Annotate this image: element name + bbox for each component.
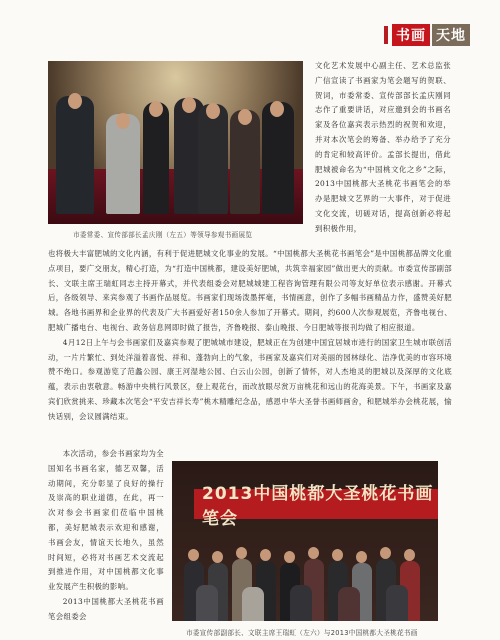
photo-head bbox=[332, 549, 343, 561]
photo-head bbox=[238, 109, 252, 125]
paragraph: 也将极大丰富肥城的文化内涵，有利于促进肥城文化事业的发展。“中国桃都大圣桃花书画笔会”是中国桃都品牌文化重点项目，要广交朋友，精心打造，为“打造中国桃都，建设美好肥城，共筑幸福家园”做出更大的贡献。市委宣传部副部长、文联主席王瑞虹同志主持开幕式，并代表组委会对肥城城建工程咨询管理有限公司等友好单位表示感谢。开幕式后，各级领导、来宾参观了书画作品展览。书画家们现场泼墨挥毫，书情画意，创作了多幅书画精品力作，盛赞美好肥城。各地书画界和企业界的代表及广大书画爱好者150余人参加了开幕式。期间，约600人次参观展览，齐鲁电视台、肥城广播电台、电视台、政务信息网即时做了报告，齐鲁晚报、泰山晚报、今日肥城等报刊均做了相应报道。 bbox=[48, 249, 452, 332]
photo-head bbox=[116, 113, 130, 129]
photo-person bbox=[56, 96, 94, 214]
photo-head bbox=[380, 547, 391, 559]
photo-caption: 市委常委、宣传部部长孟庆刚（左五）等领导参观书画展览 bbox=[73, 231, 253, 239]
article-text-right-column bbox=[315, 59, 451, 237]
photo-head bbox=[206, 103, 220, 119]
photo-head bbox=[212, 551, 223, 563]
paragraph: 文化艺术发展中心副主任、艺术总监张广信宣读了书画家为笔会题写的贺联、贺词，市委常委、宣传部部长孟庆刚同志作了重要讲话，对应邀到会的书画名家及各位嘉宾表示热烈的祝贺和欢迎，并对本次笔会的筹备、举办给予了充分的肯定和较高评价。孟部长提出，借此肥城被命名为“中国桃文化之乡”之际，2013中国桃都大圣桃花书画笔会的举办是肥城文艺界的一大事件，对于促进文化交流，切磋对话，提高创新必将起到积极作用， bbox=[315, 61, 451, 233]
photo-person bbox=[230, 110, 260, 214]
photo-head bbox=[404, 549, 415, 561]
photo-person bbox=[338, 587, 360, 621]
photo-person bbox=[242, 587, 264, 621]
article-text-full-width bbox=[48, 247, 452, 425]
photo-head bbox=[284, 551, 295, 563]
photo-head bbox=[260, 549, 271, 561]
paragraph: 4月12日上午与会书画家们及嘉宾参观了肥城城市建设，肥城正在为创建中国宜居城市进行的国家卫生城市联创活动，一片片繁忙、到处洋溢着喜悦、祥和、蓬勃向上的气象，书画家及嘉宾们对美丽的园林绿化、洁净优美的市容环境赞不绝口。参观游览了范蠡公园、康王河湿地公园、白云山公园，创新了情怀，对人杰地灵的肥城以及深厚的文化底蕴，表示由衷敬意。畅游中央桃行风景区，登上观花台，而改放眼尽赏万亩桃花和远山的花海美景。下午，书画家及嘉宾们欣赏挑来、珍藏本次笔会“平安吉祥长寿”桃木精雕纪念品，感恩中华大圣誉书画师画舍，和肥城举办会桃花展，愉快话别，会议圆满结束。 bbox=[48, 337, 452, 421]
photo-caption: 市委宣传部副部长、文联主席王瑞虹（左六）与2013中国桃都大圣桃花书画 bbox=[186, 629, 418, 637]
photo-head bbox=[182, 97, 196, 113]
photo-head bbox=[308, 547, 319, 559]
photo-person bbox=[290, 585, 312, 621]
photo-head bbox=[68, 93, 82, 109]
photo-person bbox=[143, 102, 169, 214]
event-banner: 2013中国桃都大圣桃花书画笔会 bbox=[194, 489, 438, 519]
photo-head bbox=[188, 549, 199, 561]
photo-person bbox=[106, 114, 140, 214]
exhibition-visit-photo bbox=[48, 61, 303, 224]
signature: 2013中国桃都大圣桃花书画笔会组委会 bbox=[48, 596, 164, 621]
photo-head bbox=[356, 551, 367, 563]
photo-person bbox=[262, 102, 294, 214]
photo-head bbox=[270, 101, 284, 117]
photo-person bbox=[386, 585, 408, 621]
article-text-left-column bbox=[48, 447, 164, 625]
section-marker bbox=[384, 26, 388, 44]
photo-person bbox=[198, 104, 228, 214]
photo-crowd bbox=[172, 521, 438, 621]
section-header bbox=[384, 24, 470, 46]
section-label-part2: 天地 bbox=[432, 24, 470, 46]
paragraph: 本次活动，参会书画家均为全国知名书画名家，德艺双馨，活动期间，充分彰显了良好的操行及崇高的职业道德，在此，再一次对参会书画家们莅临中国桃都，美好肥城表示欢迎和感谢，书画会友，情谊天长地久，虽然时间短，必将对书画艺术交流起到推进作用，对中国桃都文化事业发展产生积极的影响。 bbox=[48, 449, 164, 592]
photo-head bbox=[236, 547, 247, 559]
photo-head bbox=[149, 101, 163, 117]
photo-person bbox=[196, 585, 218, 621]
group-photo bbox=[172, 461, 438, 621]
section-label-part1: 书画 bbox=[392, 24, 430, 46]
